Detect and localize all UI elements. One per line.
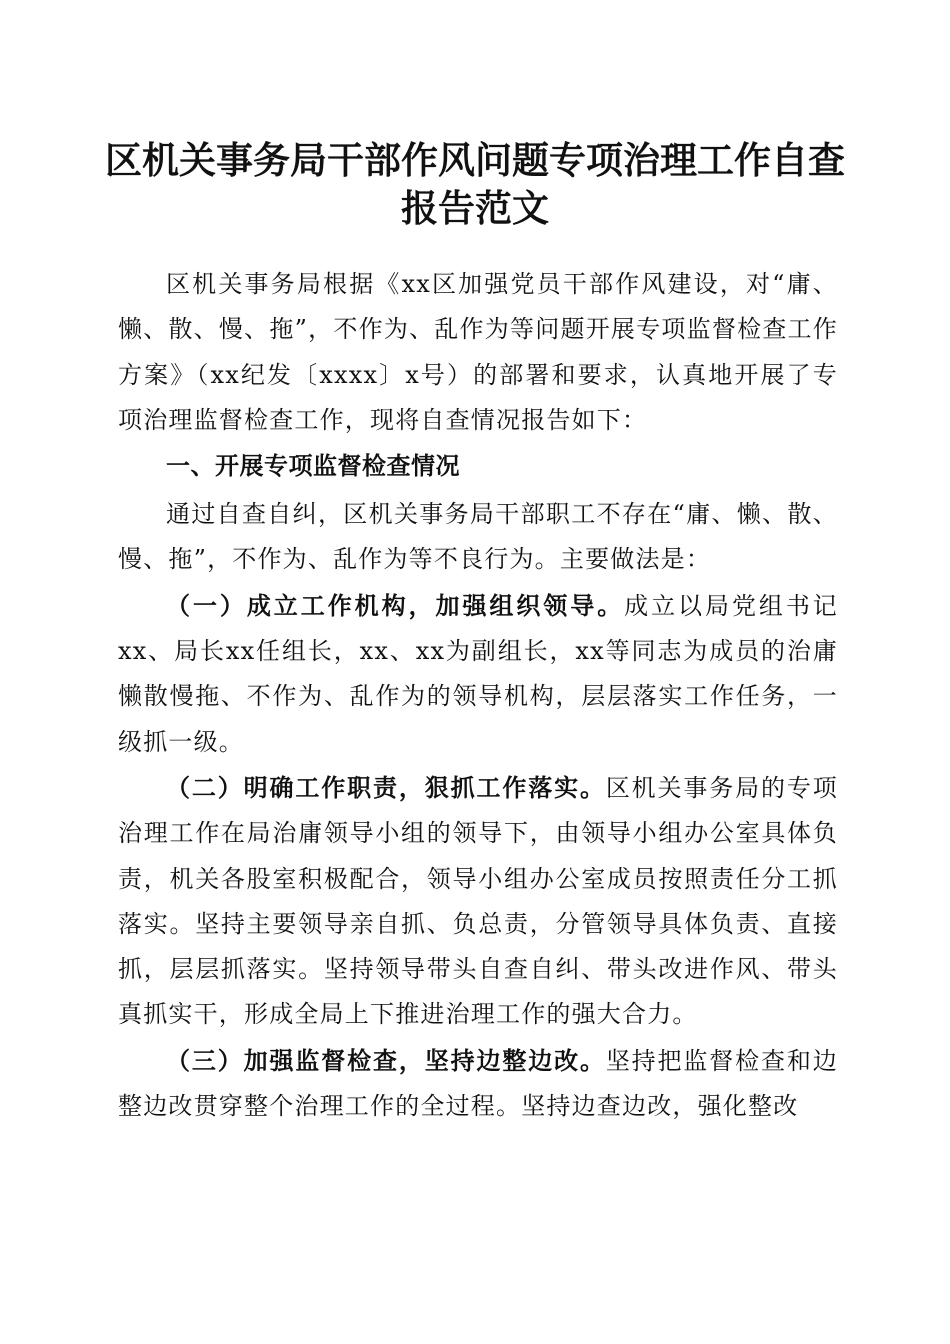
item-2-paragraph [118, 765, 838, 1038]
document-body [118, 262, 838, 1129]
item-2-lead: （二）明确工作职责，狠抓工作落实。 [166, 772, 606, 802]
section-heading-1: 一、开展专项监督检查情况 [166, 452, 460, 481]
document-title-line-1: 区机关事务局干部作风问题专项治理工作自查 [105, 138, 845, 182]
item-1-lead: （一）成立工作机构，加强组织领导。 [166, 590, 625, 620]
item-3-text: 坚持把监督检查和边整边改贯穿整个治理工作的全过程。坚持边查边改，强化整改 [118, 1046, 838, 1121]
item-1-text: 成立以局党组书记xx、局长xx任组长，xx、xx为副组长，xx等同志为成员的治庸懒散慢拖、不作为、乱作为的领导机构，层层落实工作任务，一级抓一级。 [118, 591, 838, 756]
section-1-intro-paragraph: 通过自查自纠，区机关事务局干部职工不存在“庸、懒、散、慢、拖”，不作为、乱作为等不良行为。主要做法是： [118, 500, 838, 574]
item-3-lead: （三）加强监督检查，坚持边整边改。 [166, 1045, 606, 1075]
intro-paragraph: 区机关事务局根据《xx区加强党员干部作风建设，对“庸、懒、散、慢、拖”，不作为、乱作为等问题开展专项监督检查工作方案》（xx纪发〔xxxx〕x号）的部署和要求，认真地开展了专项治理监督检查工作，现将自查情况报告如下： [118, 270, 838, 434]
item-1-paragraph [118, 583, 838, 765]
document-title-line-2: 报告范文 [401, 186, 549, 230]
item-2-text: 区机关事务局的专项治理工作在局治庸领导小组的领导下，由领导小组办公室具体负责，机关各股室积极配合，领导小组办公室成员按照责任分工抓落实。坚持主要领导亲自抓、负总责，分管领导具体负责、直接抓，层层抓落实。坚持领导带头自查自纠、带头改进作风、带头真抓实干，形成全局上下推进治理工作的强大合力。 [118, 773, 838, 1029]
item-3-paragraph [118, 1038, 838, 1130]
